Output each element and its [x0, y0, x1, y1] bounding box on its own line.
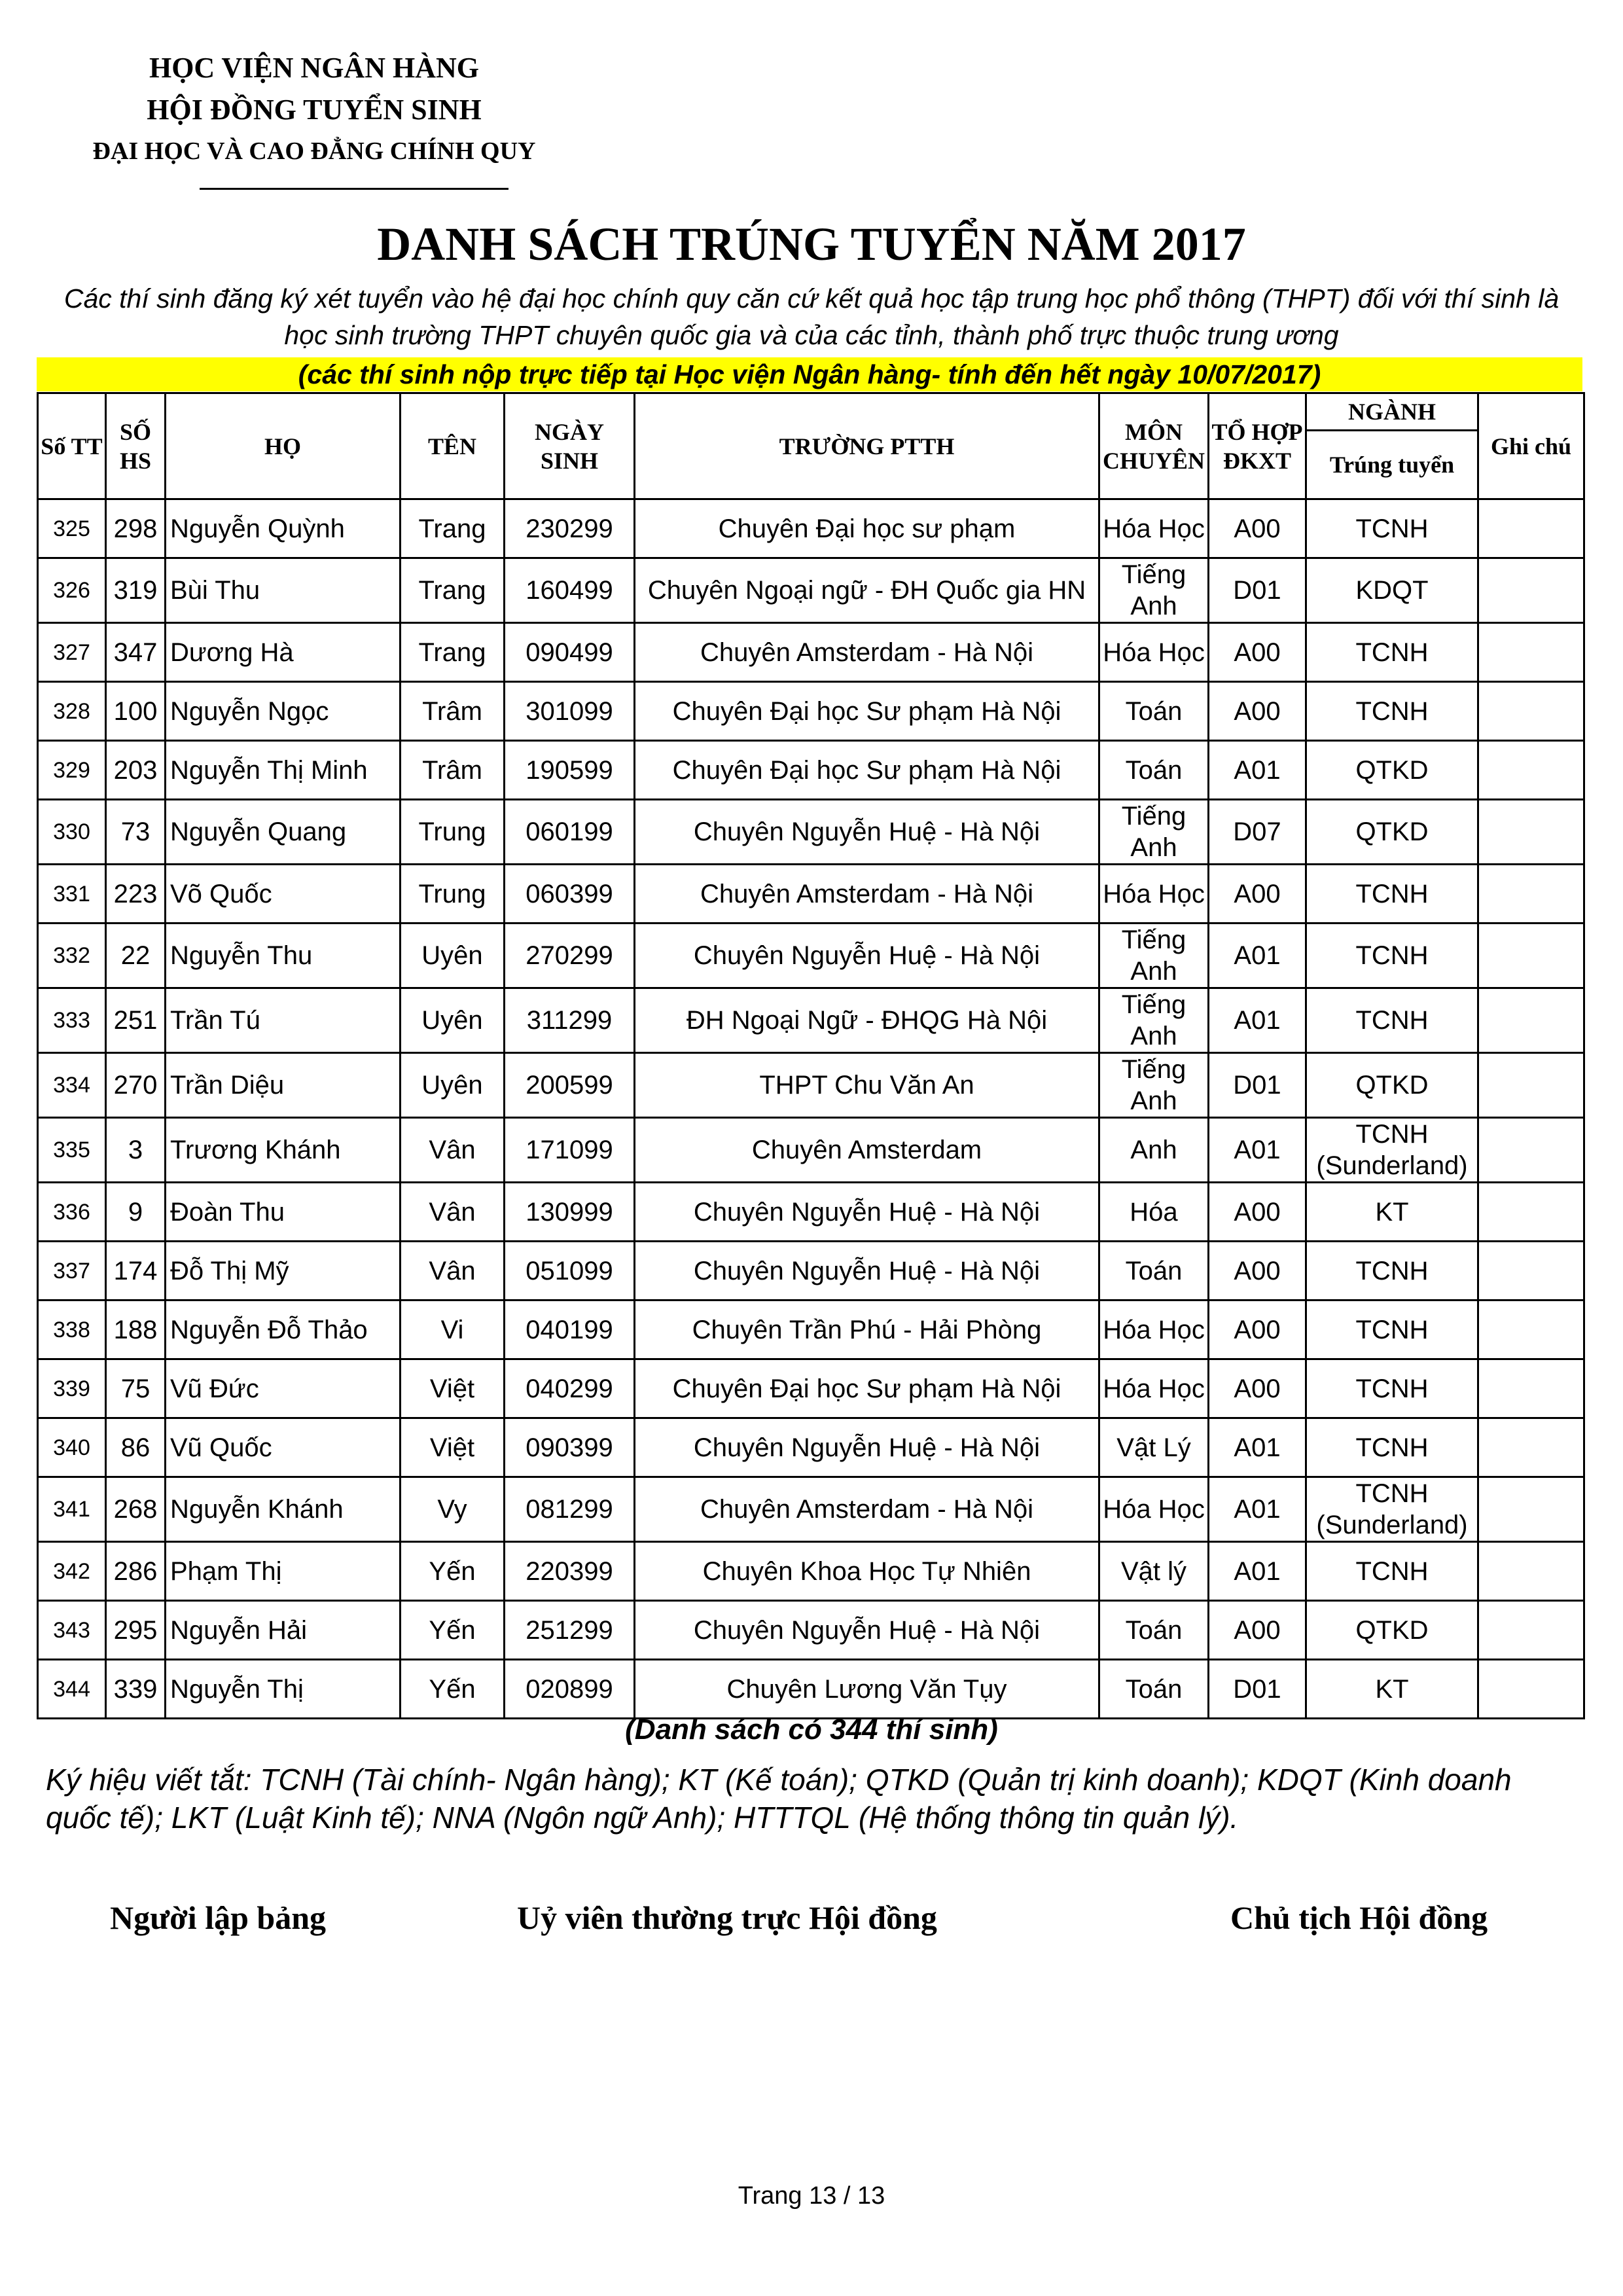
cell-ngay-sinh: 081299 — [505, 1477, 635, 1542]
cell-ghi-chu — [1478, 924, 1584, 988]
cell-nganh: TCNH (Sunderland) — [1306, 1118, 1478, 1183]
cell-to-hop: A00 — [1209, 1183, 1306, 1242]
cell-stt: 328 — [38, 682, 106, 741]
cell-so-hs: 9 — [106, 1183, 166, 1242]
cell-mon-chuyen: Vật Lý — [1099, 1418, 1209, 1477]
table-row — [38, 499, 1584, 558]
table-row — [38, 1660, 1584, 1719]
cell-ghi-chu — [1478, 1118, 1584, 1183]
cell-stt: 331 — [38, 865, 106, 924]
cell-ho: Nguyễn Quỳnh — [166, 499, 401, 558]
cell-to-hop: D01 — [1209, 558, 1306, 623]
cell-ghi-chu — [1478, 800, 1584, 865]
cell-ten: Việt — [401, 1359, 505, 1418]
signature-preparer: Người lập bảng — [110, 1899, 327, 1936]
table-row — [38, 1477, 1584, 1542]
header-divider — [200, 188, 508, 190]
candidate-count: (Danh sách có 344 thí sinh) — [625, 1713, 998, 1746]
cell-to-hop: A00 — [1209, 1601, 1306, 1660]
col-header-to-hop: TỔ HỢP ĐKXT — [1209, 393, 1306, 499]
table-row — [38, 682, 1584, 741]
cell-mon-chuyen: Anh — [1099, 1118, 1209, 1183]
cell-ten: Vân — [401, 1183, 505, 1242]
cell-ngay-sinh: 301099 — [505, 682, 635, 741]
cell-ho: Võ Quốc — [166, 865, 401, 924]
col-header-ten: TÊN — [401, 393, 505, 499]
cell-to-hop: A01 — [1209, 1477, 1306, 1542]
cell-ngay-sinh: 020899 — [505, 1660, 635, 1719]
cell-ho: Vũ Đức — [166, 1359, 401, 1418]
table-row — [38, 623, 1584, 682]
cell-truong: ĐH Ngoại Ngữ - ĐHQG Hà Nội — [635, 988, 1099, 1053]
table-row — [38, 865, 1584, 924]
cell-ho: Trần Tú — [166, 988, 401, 1053]
cell-so-hs: 3 — [106, 1118, 166, 1183]
cell-nganh: TCNH — [1306, 682, 1478, 741]
cell-ho: Nguyễn Hải — [166, 1601, 401, 1660]
cell-ghi-chu — [1478, 1418, 1584, 1477]
cell-so-hs: 22 — [106, 924, 166, 988]
cell-ngay-sinh: 090399 — [505, 1418, 635, 1477]
cell-ghi-chu — [1478, 1242, 1584, 1300]
cell-truong: Chuyên Amsterdam - Hà Nội — [635, 623, 1099, 682]
cell-mon-chuyen: Hóa Học — [1099, 1477, 1209, 1542]
cell-stt: 341 — [38, 1477, 106, 1542]
highlight-note: (các thí sinh nộp trực tiếp tại Học viện Ngân hàng- tính đến hết ngày 10/07/2017) — [37, 357, 1582, 391]
cell-to-hop: A00 — [1209, 1242, 1306, 1300]
col-header-ho: HỌ — [166, 393, 401, 499]
cell-ho: Nguyễn Thị Minh — [166, 741, 401, 800]
table-row — [38, 800, 1584, 865]
cell-ghi-chu — [1478, 988, 1584, 1053]
cell-ten: Trâm — [401, 682, 505, 741]
cell-nganh: QTKD — [1306, 800, 1478, 865]
cell-nganh: TCNH — [1306, 1542, 1478, 1601]
table-row — [38, 1242, 1584, 1300]
cell-ghi-chu — [1478, 741, 1584, 800]
col-header-truong: TRƯỜNG PTTH — [635, 393, 1099, 499]
cell-stt: 339 — [38, 1359, 106, 1418]
signature-standing-member: Uỷ viên thường trực Hội đồng — [517, 1899, 937, 1936]
cell-ghi-chu — [1478, 1542, 1584, 1601]
table-row — [38, 1601, 1584, 1660]
cell-stt: 333 — [38, 988, 106, 1053]
cell-stt: 337 — [38, 1242, 106, 1300]
table-row — [38, 1418, 1584, 1477]
table-row — [38, 1118, 1584, 1183]
cell-truong: Chuyên Nguyễn Huệ - Hà Nội — [635, 800, 1099, 865]
table-row — [38, 1053, 1584, 1118]
cell-so-hs: 174 — [106, 1242, 166, 1300]
cell-stt: 335 — [38, 1118, 106, 1183]
cell-so-hs: 268 — [106, 1477, 166, 1542]
table-body — [38, 499, 1584, 1719]
cell-mon-chuyen: Tiếng Anh — [1099, 1053, 1209, 1118]
cell-to-hop: A01 — [1209, 1542, 1306, 1601]
cell-truong: Chuyên Amsterdam - Hà Nội — [635, 1477, 1099, 1542]
cell-mon-chuyen: Hóa — [1099, 1183, 1209, 1242]
cell-truong: Chuyên Ngoại ngữ - ĐH Quốc gia HN — [635, 558, 1099, 623]
cell-mon-chuyen: Toán — [1099, 1660, 1209, 1719]
cell-ghi-chu — [1478, 1359, 1584, 1418]
col-header-so-hs: SỐ HS — [106, 393, 166, 499]
cell-nganh: QTKD — [1306, 1601, 1478, 1660]
cell-ho: Bùi Thu — [166, 558, 401, 623]
cell-to-hop: D01 — [1209, 1053, 1306, 1118]
cell-mon-chuyen: Hóa Học — [1099, 865, 1209, 924]
cell-nganh: TCNH (Sunderland) — [1306, 1477, 1478, 1542]
cell-truong: THPT Chu Văn An — [635, 1053, 1099, 1118]
cell-mon-chuyen: Tiếng Anh — [1099, 988, 1209, 1053]
cell-ghi-chu — [1478, 499, 1584, 558]
cell-nganh: KDQT — [1306, 558, 1478, 623]
cell-mon-chuyen: Tiếng Anh — [1099, 924, 1209, 988]
cell-ghi-chu — [1478, 1477, 1584, 1542]
signature-chairman: Chủ tịch Hội đồng — [1230, 1899, 1488, 1936]
table-row — [38, 558, 1584, 623]
cell-stt: 336 — [38, 1183, 106, 1242]
cell-to-hop: A00 — [1209, 682, 1306, 741]
col-header-nganh-sub: Trúng tuyển — [1306, 431, 1478, 499]
cell-mon-chuyen: Hóa Học — [1099, 1359, 1209, 1418]
cell-mon-chuyen: Toán — [1099, 741, 1209, 800]
cell-truong: Chuyên Amsterdam — [635, 1118, 1099, 1183]
cell-truong: Chuyên Nguyễn Huệ - Hà Nội — [635, 1601, 1099, 1660]
cell-truong: Chuyên Nguyễn Huệ - Hà Nội — [635, 1183, 1099, 1242]
cell-so-hs: 251 — [106, 988, 166, 1053]
cell-mon-chuyen: Hóa Học — [1099, 499, 1209, 558]
cell-ghi-chu — [1478, 1601, 1584, 1660]
cell-truong: Chuyên Nguyễn Huệ - Hà Nội — [635, 1242, 1099, 1300]
cell-stt: 334 — [38, 1053, 106, 1118]
cell-ten: Vân — [401, 1118, 505, 1183]
cell-mon-chuyen: Toán — [1099, 1242, 1209, 1300]
cell-ho: Nguyễn Đỗ Thảo — [166, 1300, 401, 1359]
cell-so-hs: 203 — [106, 741, 166, 800]
cell-so-hs: 223 — [106, 865, 166, 924]
cell-ten: Trang — [401, 623, 505, 682]
cell-ngay-sinh: 090499 — [505, 623, 635, 682]
cell-to-hop: D07 — [1209, 800, 1306, 865]
institution-name: HỌC VIỆN NGÂN HÀNG — [149, 52, 479, 84]
table-row — [38, 1183, 1584, 1242]
cell-truong: Chuyên Nguyễn Huệ - Hà Nội — [635, 1418, 1099, 1477]
cell-ten: Uyên — [401, 988, 505, 1053]
cell-ten: Yến — [401, 1542, 505, 1601]
table-row — [38, 741, 1584, 800]
cell-truong: Chuyên Nguyễn Huệ - Hà Nội — [635, 924, 1099, 988]
admission-table — [37, 392, 1585, 1719]
cell-so-hs: 347 — [106, 623, 166, 682]
cell-ten: Uyên — [401, 1053, 505, 1118]
institution-header — [85, 47, 543, 171]
cell-mon-chuyen: Tiếng Anh — [1099, 800, 1209, 865]
cell-truong: Chuyên Đại học sư phạm — [635, 499, 1099, 558]
cell-ho: Phạm Thị — [166, 1542, 401, 1601]
cell-nganh: TCNH — [1306, 1359, 1478, 1418]
cell-to-hop: A01 — [1209, 741, 1306, 800]
cell-nganh: KT — [1306, 1183, 1478, 1242]
cell-ten: Vy — [401, 1477, 505, 1542]
cell-truong: Chuyên Đại học Sư phạm Hà Nội — [635, 682, 1099, 741]
cell-ho: Nguyễn Quang — [166, 800, 401, 865]
cell-stt: 329 — [38, 741, 106, 800]
cell-ten: Trang — [401, 499, 505, 558]
cell-ho: Trương Khánh — [166, 1118, 401, 1183]
table-row — [38, 1300, 1584, 1359]
cell-mon-chuyen: Vật lý — [1099, 1542, 1209, 1601]
table-header-row — [38, 393, 1584, 431]
col-header-ghi-chu: Ghi chú — [1478, 393, 1584, 499]
cell-nganh: TCNH — [1306, 865, 1478, 924]
cell-ngay-sinh: 040299 — [505, 1359, 635, 1418]
cell-mon-chuyen: Toán — [1099, 1601, 1209, 1660]
cell-so-hs: 295 — [106, 1601, 166, 1660]
cell-stt: 343 — [38, 1601, 106, 1660]
cell-to-hop: A01 — [1209, 1118, 1306, 1183]
table-row — [38, 988, 1584, 1053]
abbreviation-legend: Ký hiệu viết tắt: TCNH (Tài chính- Ngân hàng); KT (Kế toán); QTKD (Quản trị kinh doanh); KDQT (Kinh doanh quốc tế); LKT (Luật Kinh tế); NNA (Ngôn ngữ Anh); HTTTQL (Hệ thống thông tin quản lý). — [46, 1763, 1512, 1835]
cell-ngay-sinh: 311299 — [505, 988, 635, 1053]
cell-nganh: TCNH — [1306, 499, 1478, 558]
cell-so-hs: 319 — [106, 558, 166, 623]
cell-so-hs: 298 — [106, 499, 166, 558]
cell-ngay-sinh: 270299 — [505, 924, 635, 988]
cell-ho: Nguyễn Khánh — [166, 1477, 401, 1542]
cell-to-hop: D01 — [1209, 1660, 1306, 1719]
cell-nganh: TCNH — [1306, 1418, 1478, 1477]
table-row — [38, 924, 1584, 988]
cell-nganh: QTKD — [1306, 741, 1478, 800]
cell-nganh: KT — [1306, 1660, 1478, 1719]
cell-stt: 327 — [38, 623, 106, 682]
cell-ten: Uyên — [401, 924, 505, 988]
cell-stt: 340 — [38, 1418, 106, 1477]
cell-to-hop: A00 — [1209, 1300, 1306, 1359]
cell-to-hop: A00 — [1209, 1359, 1306, 1418]
cell-ghi-chu — [1478, 1660, 1584, 1719]
cell-ghi-chu — [1478, 682, 1584, 741]
cell-ngay-sinh: 200599 — [505, 1053, 635, 1118]
cell-ho: Đoàn Thu — [166, 1183, 401, 1242]
cell-ten: Việt — [401, 1418, 505, 1477]
cell-ten: Vân — [401, 1242, 505, 1300]
cell-ho: Vũ Quốc — [166, 1418, 401, 1477]
cell-so-hs: 270 — [106, 1053, 166, 1118]
cell-mon-chuyen: Tiếng Anh — [1099, 558, 1209, 623]
table-row — [38, 1359, 1584, 1418]
cell-truong: Chuyên Đại học Sư phạm Hà Nội — [635, 1359, 1099, 1418]
cell-stt: 344 — [38, 1660, 106, 1719]
cell-to-hop: A01 — [1209, 924, 1306, 988]
cell-ngay-sinh: 160499 — [505, 558, 635, 623]
cell-ngay-sinh: 051099 — [505, 1242, 635, 1300]
cell-stt: 325 — [38, 499, 106, 558]
cell-so-hs: 75 — [106, 1359, 166, 1418]
cell-ten: Trang — [401, 558, 505, 623]
cell-so-hs: 86 — [106, 1418, 166, 1477]
col-header-ngay-sinh: NGÀY SINH — [505, 393, 635, 499]
cell-ghi-chu — [1478, 865, 1584, 924]
cell-so-hs: 73 — [106, 800, 166, 865]
page-title: DANH SÁCH TRÚNG TUYỂN NĂM 2017 — [377, 218, 1246, 270]
cell-mon-chuyen: Hóa Học — [1099, 1300, 1209, 1359]
cell-truong: Chuyên Đại học Sư phạm Hà Nội — [635, 741, 1099, 800]
cell-ghi-chu — [1478, 558, 1584, 623]
col-header-stt: Số TT — [38, 393, 106, 499]
col-header-mon-chuyen: MÔN CHUYÊN — [1099, 393, 1209, 499]
cell-to-hop: A01 — [1209, 1418, 1306, 1477]
cell-ten: Trâm — [401, 741, 505, 800]
cell-ngay-sinh: 060399 — [505, 865, 635, 924]
cell-truong: Chuyên Khoa Học Tự Nhiên — [635, 1542, 1099, 1601]
table-row — [38, 1542, 1584, 1601]
cell-ho: Nguyễn Ngọc — [166, 682, 401, 741]
cell-ngay-sinh: 171099 — [505, 1118, 635, 1183]
cell-nganh: TCNH — [1306, 623, 1478, 682]
cell-ngay-sinh: 040199 — [505, 1300, 635, 1359]
cell-ghi-chu — [1478, 1183, 1584, 1242]
cell-stt: 342 — [38, 1542, 106, 1601]
cell-ngay-sinh: 190599 — [505, 741, 635, 800]
program-name: ĐẠI HỌC VÀ CAO ĐẲNG CHÍNH QUY — [92, 137, 536, 165]
cell-to-hop: A00 — [1209, 623, 1306, 682]
cell-ghi-chu — [1478, 623, 1584, 682]
cell-truong: Chuyên Lương Văn Tụy — [635, 1660, 1099, 1719]
intro-text: Các thí sinh đăng ký xét tuyển vào hệ đại học chính quy căn cứ kết quả học tập trung học phổ thông (THPT) đối với thí sinh là học sinh trường THPT chuyên quốc gia và của các tỉnh, thành phố trực thuộc trung ương — [63, 283, 1560, 350]
cell-nganh: TCNH — [1306, 924, 1478, 988]
cell-ten: Vi — [401, 1300, 505, 1359]
cell-ten: Trung — [401, 800, 505, 865]
cell-to-hop: A00 — [1209, 865, 1306, 924]
cell-ten: Trung — [401, 865, 505, 924]
cell-to-hop: A01 — [1209, 988, 1306, 1053]
cell-so-hs: 188 — [106, 1300, 166, 1359]
cell-stt: 332 — [38, 924, 106, 988]
cell-truong: Chuyên Amsterdam - Hà Nội — [635, 865, 1099, 924]
cell-nganh: TCNH — [1306, 1242, 1478, 1300]
cell-nganh: TCNH — [1306, 988, 1478, 1053]
cell-nganh: QTKD — [1306, 1053, 1478, 1118]
cell-nganh: TCNH — [1306, 1300, 1478, 1359]
cell-mon-chuyen: Toán — [1099, 682, 1209, 741]
col-header-nganh: NGÀNH — [1306, 393, 1478, 431]
cell-ghi-chu — [1478, 1300, 1584, 1359]
cell-ngay-sinh: 130999 — [505, 1183, 635, 1242]
cell-stt: 326 — [38, 558, 106, 623]
cell-stt: 338 — [38, 1300, 106, 1359]
cell-ngay-sinh: 251299 — [505, 1601, 635, 1660]
cell-so-hs: 286 — [106, 1542, 166, 1601]
cell-ho: Nguyễn Thị — [166, 1660, 401, 1719]
cell-ngay-sinh: 220399 — [505, 1542, 635, 1601]
cell-ho: Trần Diệu — [166, 1053, 401, 1118]
cell-ho: Nguyễn Thu — [166, 924, 401, 988]
cell-ghi-chu — [1478, 1053, 1584, 1118]
council-name: HỘI ĐỒNG TUYỂN SINH — [147, 94, 482, 126]
cell-ten: Yến — [401, 1660, 505, 1719]
cell-ngay-sinh: 230299 — [505, 499, 635, 558]
cell-ho: Dương Hà — [166, 623, 401, 682]
cell-ho: Đỗ Thị Mỹ — [166, 1242, 401, 1300]
cell-stt: 330 — [38, 800, 106, 865]
page-number: Trang 13 / 13 — [738, 2182, 885, 2210]
cell-to-hop: A00 — [1209, 499, 1306, 558]
cell-so-hs: 100 — [106, 682, 166, 741]
cell-so-hs: 339 — [106, 1660, 166, 1719]
cell-truong: Chuyên Trần Phú - Hải Phòng — [635, 1300, 1099, 1359]
cell-mon-chuyen: Hóa Học — [1099, 623, 1209, 682]
cell-ten: Yến — [401, 1601, 505, 1660]
cell-ngay-sinh: 060199 — [505, 800, 635, 865]
